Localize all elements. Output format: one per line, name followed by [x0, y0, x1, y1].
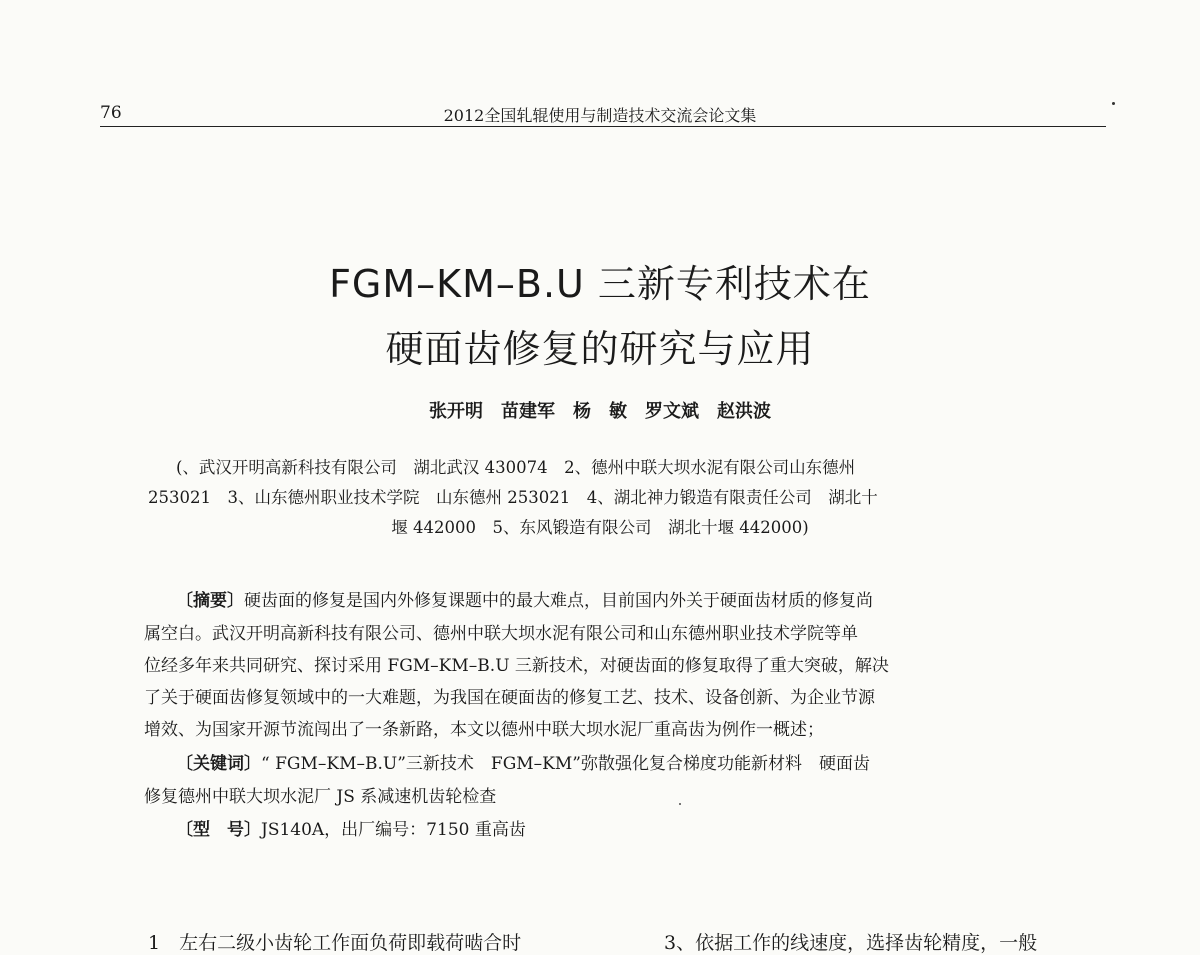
model-line — [176, 815, 526, 840]
keywords-text-1: “ FGM–KM–B.U”三新技术 FGM–KM”弥散强化复合梯度功能新材料 硬面齿 — [261, 754, 870, 774]
abstract-line-5: 增效、为国家开源节流闯出了一条新路，本文以德州中联大坝水泥厂重高齿为例作一概述； — [144, 720, 824, 740]
body-left-column-start: 1 左右二级小齿轮工作面负荷即载荷啮合时 — [148, 932, 522, 954]
header-rule — [100, 126, 1106, 127]
keywords-line-1 — [176, 749, 870, 774]
running-title: 2012全国轧辊使用与制造技术交流会论文集 — [443, 106, 757, 125]
scan-dot — [679, 803, 681, 805]
author-list: 张开明 苗建军 杨 敏 罗文斌 赵洪波 — [429, 401, 771, 422]
model-text: JS140A，出厂编号：7150 重高齿 — [261, 820, 526, 840]
body-right-column-start: 3、依据工作的线速度，选择齿轮精度，一般 — [664, 932, 1038, 954]
scan-speck — [1112, 102, 1115, 105]
model-label: 〔型 号〕 — [176, 820, 261, 840]
affiliation-line-1: (、武汉开明高新科技有限公司 湖北武汉 430074 2、德州中联大坝水泥有限公司山东德州 — [176, 458, 856, 477]
affiliation-line-2: 253021 3、山东德州职业技术学院 山东德州 253021 4、湖北神力锻造有限责任公司 湖北十 — [148, 488, 878, 507]
paper-title-line-1: FGM–KM–B.U 三新专利技术在 — [329, 262, 871, 306]
abstract-label: 〔摘要〕 — [176, 591, 244, 611]
abstract-line-2: 属空白。武汉开明高新科技有限公司、德州中联大坝水泥有限公司和山东德州职业技术学院等单 — [144, 624, 858, 644]
abstract-line-3: 位经多年来共同研究、探讨采用 FGM–KM–B.U 三新技术，对硬齿面的修复取得了重大突破，解决 — [144, 656, 889, 676]
keywords-line-2: 修复德州中联大坝水泥厂 JS 系减速机齿轮检查 — [144, 787, 497, 807]
abstract-text-1: 硬齿面的修复是国内外修复课题中的最大难点，目前国内外关于硬面齿材质的修复尚 — [244, 591, 873, 611]
keywords-label: 〔关键词〕 — [176, 754, 261, 774]
paper-title-line-2: 硬面齿修复的研究与应用 — [385, 327, 815, 371]
abstract-line-1 — [176, 586, 873, 611]
abstract-line-4: 了关于硬面齿修复领域中的一大难题，为我国在硬面齿的修复工艺、技术、设备创新、为企业节源 — [144, 688, 875, 708]
page-number: 76 — [100, 103, 122, 123]
affiliation-line-3: 堰 442000 5、东风锻造有限公司 湖北十堰 442000) — [391, 518, 809, 537]
